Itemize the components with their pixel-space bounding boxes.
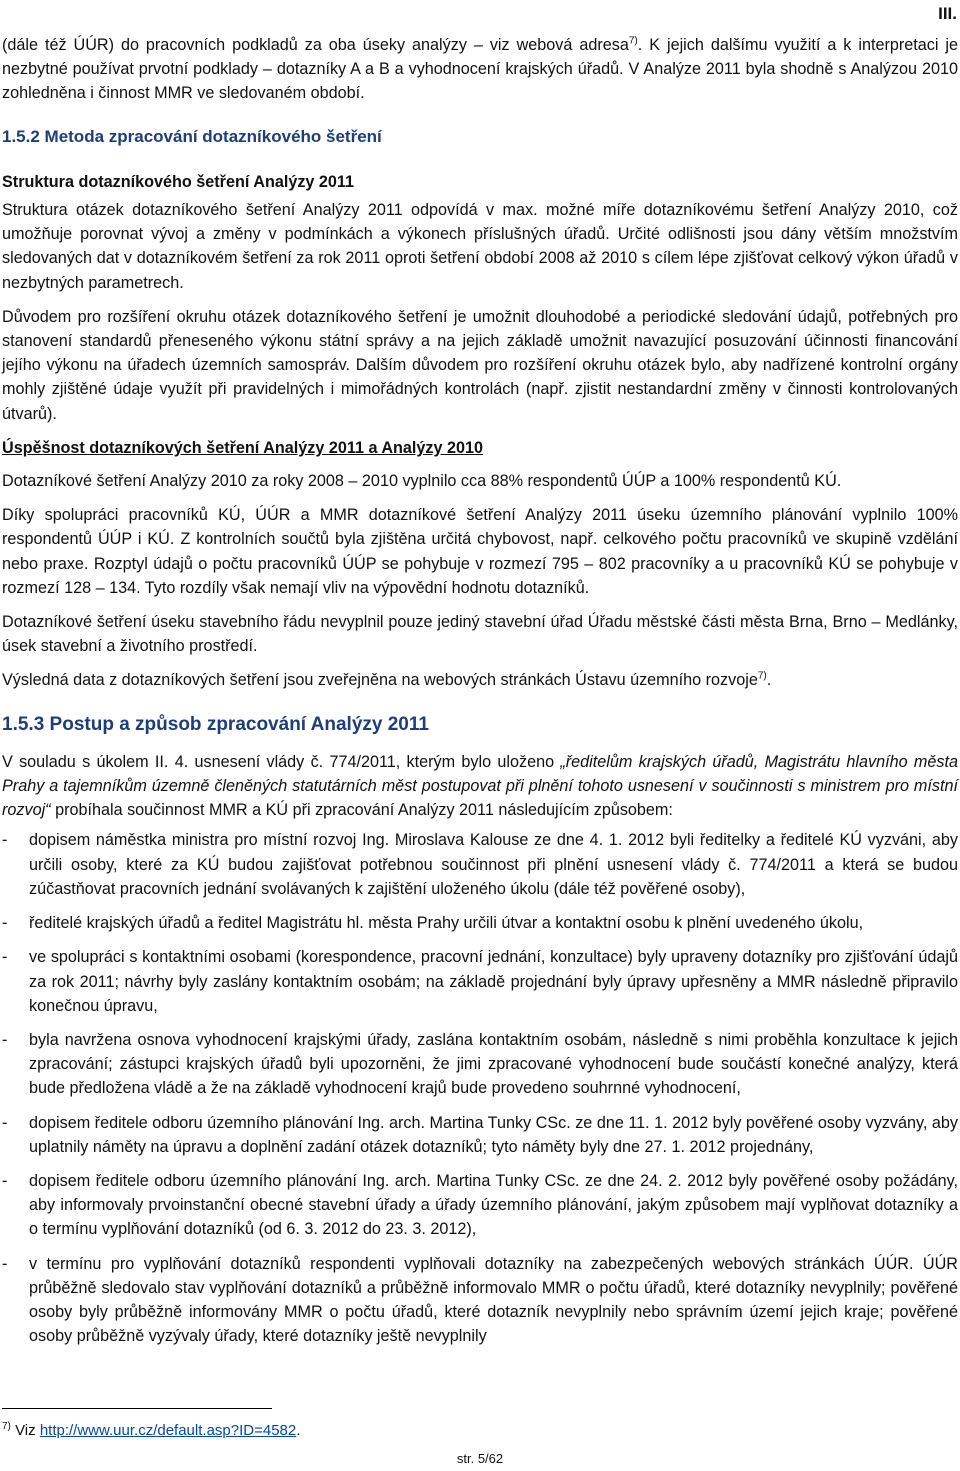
procedure-list	[2, 828, 958, 1348]
footnote-link[interactable]: http://www.uur.cz/default.asp?ID=4582	[39, 1422, 297, 1439]
paragraph: Dotazníkové šetření úseku stavebního řádu nevyplnil pouze jediný stavební úřad Úřadu městské části města Brna, Brno – Medlánky, úsek stavební a životního prostředí.	[2, 613, 958, 656]
list-item: - ředitelé krajských úřadů a ředitel Magistrátu hl. města Prahy určili útvar a kontaktní osobu k plnění uvedeného úkolu,	[2, 911, 958, 935]
page-number: str. 5/62	[456, 1451, 504, 1466]
paragraph: Výsledná data z dotazníkových šetření jsou zveřejněna na webových stránkách Ústavu územního rozvoje$^{7)}$.	[2, 671, 772, 690]
footnote-divider	[2, 1408, 272, 1409]
list-marker: -	[2, 1171, 8, 1190]
footnote-ref[interactable]: 7)	[757, 671, 767, 683]
paragraph: V souladu s úkolem II. 4. usnesení vlády č. 774/2011, kterým bylo uloženo „ředitelům krajských úřadů, Magistrátu hlavního města Prahy a tajemníkům územně členěných statutárních měst postupovat při plnění tohoto usnesení v součinnosti s ministrem pro místní rozvoj“ probíhala součinnost MMR a KÚ při zpracování Analýzy 2011 následujícím způsobem:	[2, 752, 958, 820]
list-item: - v termínu pro vyplňování dotazníků respondenti vyplňovali dotazníky na zabezpečených webových stránkách ÚÚR. ÚÚR průběžně sledovalo stav vyplňování dotazníků a průběžně informovalo MMR o počtu úřadů, které dotazníky nevyplnily; pověřené osoby byly průběžně informovány MMR o počtu úřadů, které dotazník nevyplnily nebo správním území jejich kraje; pověřené osoby průběžně vyzývaly úřady, které dotazníky ještě nevyplnily	[2, 1252, 958, 1349]
list-item: - ve spolupráci s kontaktními osobami (korespondence, pracovní jednání, konzultace) byly upraveny dotazníky pro zjišťování údajů za rok 2011; návrhy byly zaslány kontaktním osobám; na základě projednání byly úpravy upřesněny a MMR následně připravilo konečnou úpravu,	[2, 945, 958, 1018]
list-marker: -	[2, 831, 8, 850]
list-item: - dopisem ředitele odboru územního plánování Ing. arch. Martina Tunky CSc. ze dne 11. 1. 2012 byly pověřené osoby vyzvány, aby uplatnily náměty na úpravu a doplnění zadání otázek dotazníků; tyto náměty byly dne 27. 1. 2012 projednány,	[2, 1111, 958, 1159]
footnote-ref[interactable]: 7)	[628, 35, 638, 47]
chapter-mark: III.	[938, 4, 957, 23]
section-heading-1-5-2: 1.5.2 Metoda zpracování dotazníkového šetření	[2, 126, 382, 146]
list-item: - byla navržena osnova vyhodnocení krajskými úřady, zaslána kontaktním osobám, následně s nimi proběhla konzultace k jejich zpracování; zástupci krajských úřadů byli upozorněni, že jimi zpracované vyhodnocení bude součástí konečné analýzy, která bude předložena vládě a že na základě vyhodnocení krajů bude provedeno souhrnné vyhodnocení,	[2, 1028, 958, 1101]
subheading-success: Úspěšnost dotazníkových šetření Analýzy 2011 a Analýzy 2010	[2, 438, 484, 457]
list-item: - dopisem náměstka ministra pro místní rozvoj Ing. Miroslava Kalouse ze dne 4. 1. 2012 byli ředitelky a ředitelé KÚ vyzváni, aby určili osoby, které za KÚ budou zajišťovat potřebnou součinnost při plnění usnesení vlády č. 774/2011 a která se budou zúčastňovat pracovních jednání svolávaných k zajištění uloženého úkolu (dále též pověřené osoby),	[2, 828, 958, 901]
list-marker: -	[2, 914, 8, 933]
paragraph: Struktura otázek dotazníkového šetření Analýzy 2011 odpovídá v max. možné míře dotazníkovému šetření Analýzy 2010, což umožňuje porovnat vývoj a změny v podmínkách a výkonech příslušných úřadů. Určité odlišnosti jsou dány větším množstvím sledovaných dat v dotazníkovém šetření za rok 2011 oproti šetření období 2008 až 2010 s cílem lépe zjišťovat celkový výkon úřadů v nezbytných parametrech.	[2, 201, 958, 292]
footnote: $^{7)}$ Viz http://www.uur.cz/default.asp?ID=4582.	[2, 1421, 301, 1439]
paragraph: Dotazníkové šetření Analýzy 2010 za roky 2008 – 2010 vyplnilo cca 88% respondentů ÚÚP a 100% respondentů KÚ.	[2, 472, 842, 491]
footnote-number: 7)	[2, 1421, 11, 1432]
list-marker: -	[2, 948, 8, 967]
list-item: - dopisem ředitele odboru územního plánování Ing. arch. Martina Tunky CSc. ze dne 24. 2. 2012 byly pověřené osoby požádány, aby informovaly prvoinstanční obecné stavební úřady a úřady územního plánování, jakým způsobem mají vyplňovat dotazníky a o termínu vyplňování dotazníků (od 6. 3. 2012 do 23. 3. 2012),	[2, 1169, 958, 1242]
subheading-structure: Struktura dotazníkového šetření Analýzy 2011	[2, 172, 355, 191]
section-heading-1-5-3: 1.5.3 Postup a způsob zpracování Analýzy 2011	[2, 713, 429, 735]
resolution-quote: „ředitelům krajských úřadů, Magistrátu hlavního města Prahy a tajemníkům územně členěných statutárních měst postupovat při plnění tohoto usnesení v součinnosti s ministrem pro místní rozvoj“	[2, 752, 958, 820]
paragraph: Díky spolupráci pracovníků KÚ, ÚÚR a MMR dotazníkové šetření Analýzy 2011 úseku územního plánování vyplnilo 100% respondentů ÚÚP i KÚ. Z kontrolních součtů byla zjištěna určitá chybovost, např. celkového počtu pracovníků ve skupině vzdělání nebo praxe. Rozptyl údajů o počtu pracovníků ÚÚP se pohybuje v rozmezí 795 – 802 pracovníky a u pracovníků KÚ se pohybuje v rozmezí 128 – 134. Tyto rozdíly však nemají vliv na výpovědní hodnotu dotazníků.	[2, 506, 958, 597]
paragraph: Důvodem pro rozšíření okruhu otázek dotazníkového šetření je umožnit dlouhodobé a periodické sledování údajů, potřebných pro stanovení standardů přeneseného výkonu státní správy a na jejich základě umožnit navazující posuzování účinnosti financování jejího výkonu na úřadech územních samospráv. Dalším důvodem pro rozšíření okruhu otázek bylo, aby nadřízené kontrolní orgány mohly zjištěné údaje využít při pravidelných i mimořádných kontrolách (např. zjistit nestandardní změny v činnosti kontrolovaných útvarů).	[2, 307, 958, 423]
list-marker: -	[2, 1030, 8, 1049]
list-marker: -	[2, 1254, 8, 1273]
intro-paragraph: (dále též ÚÚR) do pracovních podkladů za oba úseky analýzy – viz webová adresa$^{7)}$. K jejich dalšímu využití a k interpretaci je nezbytné používat prvotní podklady – dotazníky A a B a vyhodnocení krajských úřadů. V Analýze 2011 byla shodně s Analýzou 2010 zohledněna i činnost MMR ve sledovaném období.	[2, 35, 958, 103]
list-marker: -	[2, 1113, 8, 1132]
